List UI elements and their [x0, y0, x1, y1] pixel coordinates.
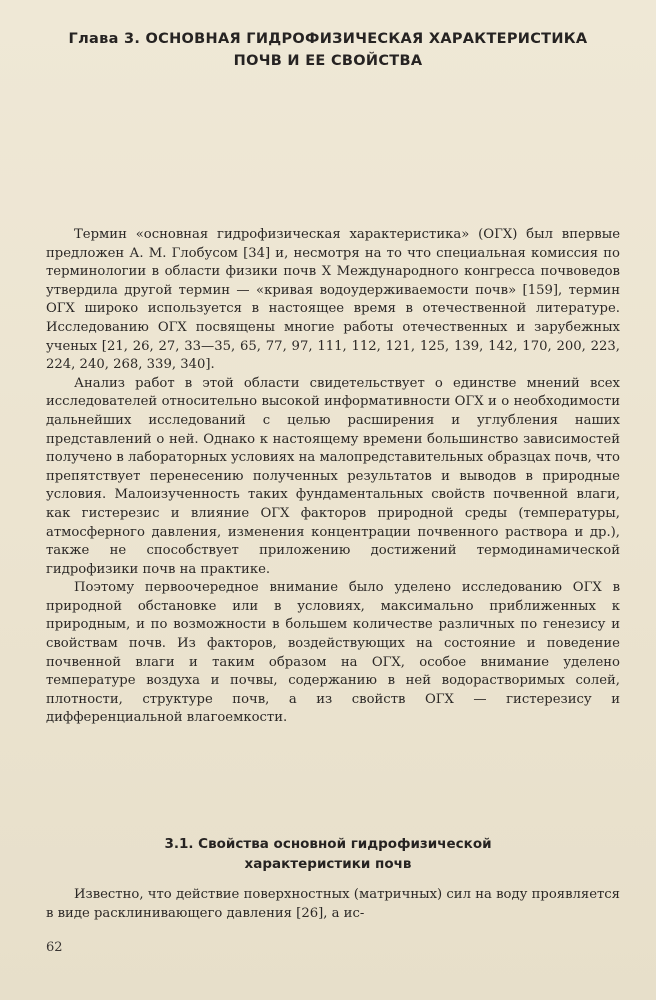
section-heading — [60, 834, 596, 874]
section-paragraph-1: Известно, что действие поверхностных (матричных) сил на воду проявляется в виде расклинивающего давления [26], а ис- — [46, 887, 620, 921]
chapter-title-line-1: Глава 3. ОСНОВНАЯ ГИДРОФИЗИЧЕСКАЯ ХАРАКТЕРИСТИКА — [68, 31, 588, 47]
chapter-title — [48, 28, 608, 72]
chapter-intro-text — [46, 226, 620, 728]
page-number: 62 — [46, 940, 63, 955]
section-heading-line-2: характеристики почв — [244, 856, 412, 872]
section-text — [46, 886, 620, 923]
chapter-title-line-2: ПОЧВ И ЕЕ СВОЙСТВА — [233, 53, 423, 69]
paragraph-1: Термин «основная гидрофизическая характеристика» (ОГХ) был впервые предложен А. М. Глобусом [34] и, несмотря на то что специальная комиссия по терминологии в области физики почв X Международного конгресса почвоведов утвердила другой термин — «кривая водоудерживаемости почв» [159], термин ОГХ широко используется в настоящее время в отечественной литературе. Исследованию ОГХ посвящены многие работы отечественных и зарубежных ученых [21, 26, 27, 33—35, 65, 77, 97, 111, 112, 121, 125, 139, 142, 170, 200, 223, 224, 240, 268, 339, 340]. — [46, 227, 620, 373]
section-heading-line-1: 3.1. Свойства основной гидрофизической — [164, 836, 492, 852]
paragraph-2: Анализ работ в этой области свидетельствует о единстве мнений всех исследователей относительно высокой информативности ОГХ и о необходимости дальнейших исследований с целью расширения и углубления наших представлений о ней. Однако к настоящему времени большинство зависимостей получено в лабораторных условиях на малопредставительных образцах почв, что препятствует перенесению полученных результатов и выводов в природные условия. Малоизученность таких фундаментальных свойств почвенной влаги, как гистерезис и влияние ОГХ факторов природной среды (температуры, атмосферного давления, изменения концентрации почвенного раствора и др.), также не способствует приложению достижений термодинамической гидрофизики почв на практике. — [46, 375, 620, 577]
paragraph-3: Поэтому первоочередное внимание было уделено исследованию ОГХ в природной обстановке или в условиях, максимально приближенных к природным, и по возможности в большем количестве различных по генезису и свойствам почв. Из факторов, воздействующих на состояние и поведение почвенной влаги и таким образом на ОГХ, особое внимание уделено температуре воздуха и почвы, содержанию в ней водорастворимых солей, плотности, структуре почв, а из свойств ОГХ — гистерезису и дифференциальной влагоемкости. — [46, 580, 620, 726]
